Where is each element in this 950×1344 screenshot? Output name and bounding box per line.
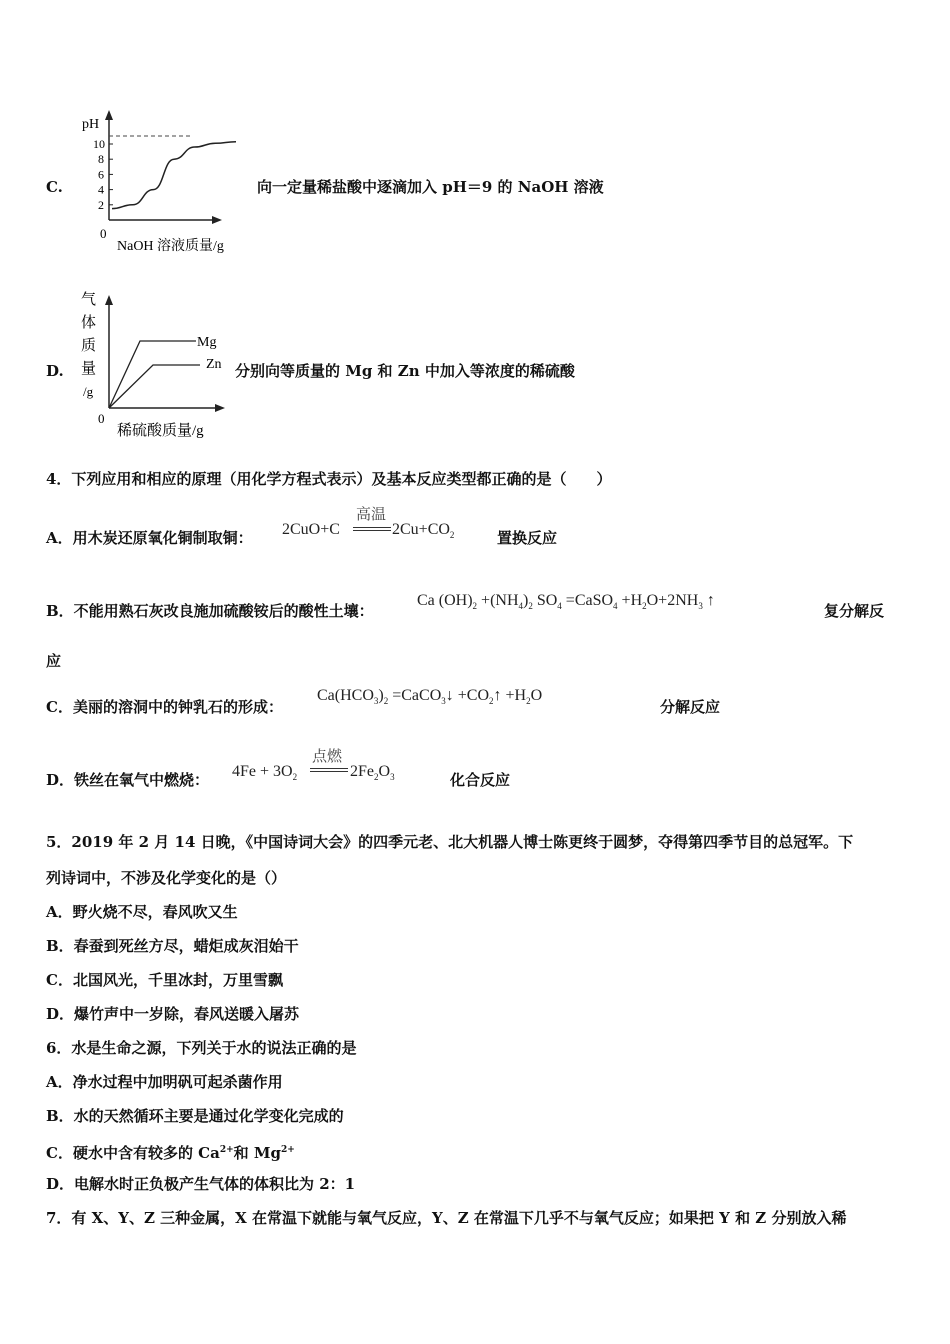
q6-option-b: B．水的天然循环主要是通过化学变化完成的 <box>46 1107 344 1125</box>
q4-d-rhs: $2Fe_2O_3$ <box>350 763 395 783</box>
q4-b-equation: Ca $(OH)_2 +(NH_4)_2$ $SO_4$ =CaSO$_4$ $+H_2O+2NH_3$ ↑ <box>417 592 715 612</box>
q4-d-type: 化合反应 <box>450 771 511 789</box>
ph-curve <box>112 142 236 209</box>
option-c-description: 向一定量稀盐酸中逐滴加入 pH＝9 的 NaOH 溶液 <box>257 178 604 196</box>
q5-option-a: A．野火烧不尽，春风吹又生 <box>46 903 238 921</box>
q4-option-c: C．美丽的溶洞中的钟乳石的形成： <box>46 698 283 716</box>
option-d-label: D. <box>46 362 64 380</box>
q7-stem: 7．有 X、Y、Z 三种金属，X 在常温下就能与氧气反应，Y、Z 在常温下几乎不与氧气反应；如果把 Y 和 Z 分别放入稀 <box>46 1209 847 1227</box>
q5-option-c: C．北国风光，千里冰封，万里雪飘 <box>46 971 283 989</box>
q5-stem-line1: 5．2019 年 2 月 14 日晚，《中国诗词大会》的四季元老、北大机器人博士陈更终于圆梦，夺得第四季节目的总冠军。下 <box>46 833 854 851</box>
option-c-label: C. <box>46 178 63 196</box>
q4-a-condition: 高温 <box>356 507 387 523</box>
gas-origin: 0 <box>98 411 105 426</box>
zn-line <box>109 365 200 408</box>
q6-option-c: C．硬水中含有较多的 $Ca^{2+}$和 $Mg^{2+}$ <box>46 1144 295 1162</box>
q5-stem-line2: 列诗词中，不涉及化学变化的是（） <box>46 869 287 887</box>
ph-tick-label: 6 <box>98 167 104 182</box>
q4-d-condition: 点燃 <box>312 749 343 765</box>
q4-a-type: 置换反应 <box>497 529 558 547</box>
q4-c-equation: $Ca(HCO_3)_2$ =CaCO$_3$↓ $+CO_2↑ +H_2O$ <box>317 687 543 707</box>
option-d-description: 分别向等质量的 Mg 和 Zn 中加入等浓度的稀硫酸 <box>235 362 575 380</box>
gas-ylabel-4: 量 <box>81 361 97 377</box>
mg-label: Mg <box>197 335 217 350</box>
q6-option-d: D．电解水时正负极产生气体的体积比为 2：1 <box>46 1175 356 1193</box>
ph-tick-label: 10 <box>93 137 105 151</box>
gas-mass-chart <box>78 290 238 440</box>
q4-d-lhs: $4Fe + 3O_2$ <box>232 763 298 783</box>
ph-chart <box>80 108 260 258</box>
q5-option-d: D．爆竹声中一岁除，春风送暖入屠苏 <box>46 1005 300 1023</box>
ph-axis-label: pH <box>82 117 100 132</box>
q4-b-type-cont: 应 <box>46 652 62 670</box>
q4-c-type: 分解反应 <box>660 698 721 716</box>
mg-line <box>109 341 196 408</box>
q6-stem: 6．水是生命之源，下列关于水的说法正确的是 <box>46 1039 357 1057</box>
q4-a-equals <box>353 527 391 531</box>
q4-a-rhs: $2Cu+CO_2$ <box>392 521 455 541</box>
gas-ylabel-5: /g <box>83 384 94 399</box>
q4-option-d: D．铁丝在氧气中燃烧： <box>46 771 210 789</box>
ph-tick-label: 2 <box>98 197 104 212</box>
q4-d-equals <box>310 768 348 772</box>
q6-option-a: A．净水过程中加明矾可起杀菌作用 <box>46 1073 283 1091</box>
q4-stem: 4．下列应用和相应的原理（用化学方程式表示）及基本反应类型都正确的是（ ） <box>46 470 612 488</box>
q4-option-b: B．不能用熟石灰改良施加硫酸铵后的酸性土壤： <box>46 602 374 620</box>
ph-origin: 0 <box>100 226 107 241</box>
q4-a-lhs: 2CuO+C <box>282 521 340 538</box>
gas-ylabel-2: 体 <box>81 315 97 331</box>
gas-ylabel-3: 质 <box>81 338 97 354</box>
ph-x-axis-label: NaOH 溶液质量/g <box>117 239 224 254</box>
gas-x-axis-label: 稀硫酸质量/g <box>117 423 204 439</box>
ph-tick-label: 4 <box>98 182 104 197</box>
zn-label: Zn <box>206 357 222 372</box>
gas-ylabel-1: 气 <box>81 292 97 308</box>
ph-tick-label: 8 <box>98 152 104 167</box>
q4-option-a: A．用木炭还原氧化铜制取铜： <box>46 529 253 547</box>
q4-b-type: 复分解反 <box>824 602 885 620</box>
q5-option-b: B．春蚕到死丝方尽，蜡炬成灰泪始干 <box>46 937 299 955</box>
